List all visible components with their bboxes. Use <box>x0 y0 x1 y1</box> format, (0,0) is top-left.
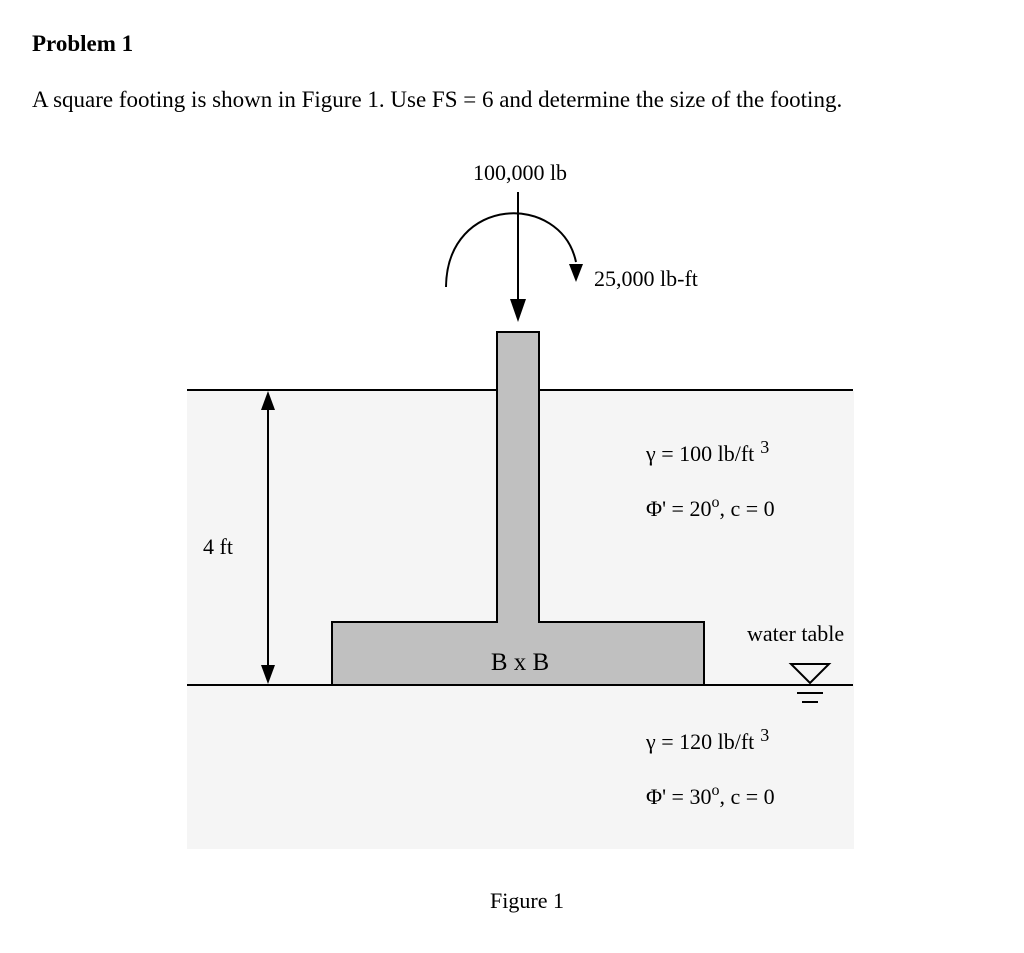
upper-phi-suffix: , c = 0 <box>719 496 775 521</box>
load-arrow-head <box>510 299 526 322</box>
upper-phi-degree: o <box>711 494 720 511</box>
upper-soil-friction <box>646 494 775 521</box>
problem-title: Problem 1 <box>32 31 134 56</box>
upper-phi-text: Φ' = 20 <box>646 496 712 521</box>
depth-label: 4 ft <box>203 534 233 559</box>
upper-soil-unit-weight <box>645 437 769 466</box>
lower-phi-degree: o <box>711 782 720 799</box>
lower-soil-friction <box>646 782 775 809</box>
lower-gamma-exponent: 3 <box>760 725 770 745</box>
moment-label: 25,000 lb-ft <box>594 266 698 291</box>
lower-gamma-text: γ = 120 lb/ft <box>646 729 755 754</box>
moment-arc <box>446 213 576 287</box>
upper-gamma-text: γ = 100 lb/ft <box>646 441 755 466</box>
footing-label: B x B <box>490 649 550 676</box>
load-label: 100,000 lb <box>472 160 568 185</box>
figure-caption: Figure 1 <box>490 888 564 913</box>
lower-phi-suffix: , c = 0 <box>719 784 775 809</box>
lower-soil-unit-weight <box>645 725 769 754</box>
problem-statement: A square footing is shown in Figure 1. Use FS = 6 and determine the size of the footing. <box>32 87 843 112</box>
lower-phi-text: Φ' = 30 <box>646 784 712 809</box>
moment-arrow-head <box>569 264 583 282</box>
water-table-label: water table <box>747 621 845 646</box>
upper-gamma-exponent: 3 <box>760 437 770 457</box>
